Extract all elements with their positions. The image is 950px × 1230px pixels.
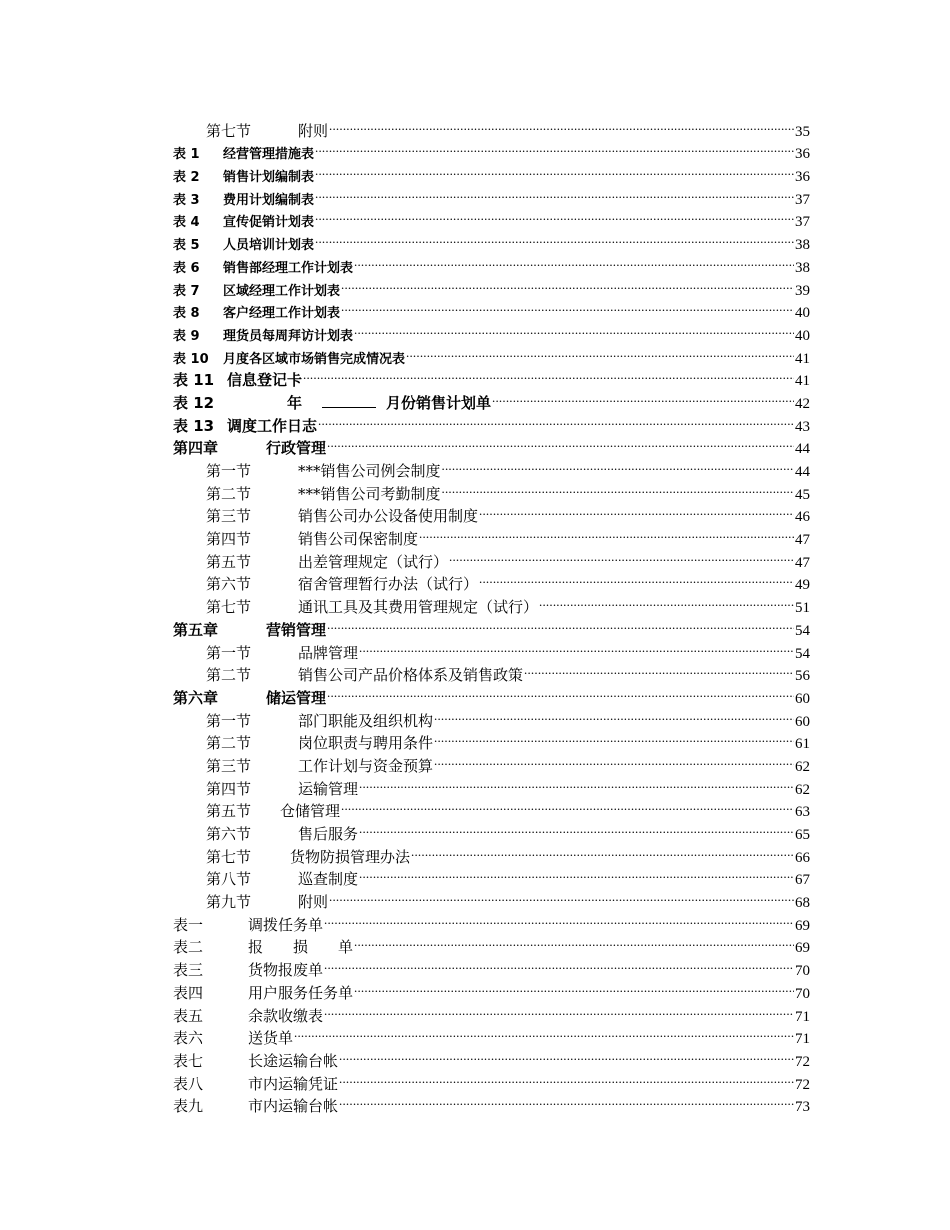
toc-entry-label: 第六节 <box>206 575 252 594</box>
toc-entry-title: 工作计划与资金预算 <box>298 756 434 775</box>
toc-entry-title: 出差管理规定（试行） <box>298 552 449 571</box>
toc-entry-page-number: 65 <box>795 827 810 843</box>
toc-entry-label: 第二节 <box>206 666 252 685</box>
dot-leader <box>524 658 794 681</box>
toc-entry-title: ***销售公司例会制度 <box>298 462 441 480</box>
toc-entry-label: 表 2 <box>173 170 200 186</box>
toc-entry-page-number: 51 <box>795 600 810 617</box>
toc-entry-label: 第六章 <box>173 688 219 707</box>
toc-entry-page-number: 61 <box>795 736 810 753</box>
toc-entry-label: 第二节 <box>206 734 252 753</box>
dot-leader <box>442 453 794 476</box>
toc-entry-label: 第四章 <box>173 439 219 458</box>
dot-leader <box>339 1043 794 1066</box>
toc-entry-page-number: 69 <box>795 940 810 957</box>
toc-entry-label: 第五节 <box>206 552 252 571</box>
toc-entry-title-suffix: 月份销售计划单 <box>386 393 492 412</box>
toc-entry-label: 表六 <box>173 1029 204 1048</box>
dot-leader <box>492 385 794 408</box>
toc-entry-page-number: 66 <box>795 849 810 866</box>
toc-entry-title: 行政管理 <box>266 439 327 458</box>
toc-entry-label: 表 6 <box>173 260 200 276</box>
toc-entry-title: 销售公司办公设备使用制度 <box>298 507 479 526</box>
toc-entry-page-number: 38 <box>795 259 810 276</box>
toc-entry-label: 表九 <box>173 1097 204 1116</box>
toc-entry-page-number: 45 <box>795 486 810 503</box>
toc-entry-page-number: 38 <box>795 237 810 254</box>
dot-leader <box>327 612 794 635</box>
toc-entry-label: 表三 <box>173 961 204 980</box>
toc-entry-page-number: 41 <box>795 373 810 390</box>
toc-entry-label: 表 13 <box>173 416 215 435</box>
toc-entry-label: 第二节 <box>206 484 252 503</box>
dot-leader <box>539 589 794 612</box>
toc-entry-title: 人员培训计划表 <box>223 238 315 254</box>
toc-entry-label: 表八 <box>173 1074 204 1093</box>
toc-entry-title: 部门职能及组织机构 <box>298 711 434 730</box>
toc-entry-title: 费用计划编制表 <box>223 192 315 208</box>
toc-entry-title: ***销售公司考勤制度 <box>298 484 441 503</box>
toc-entry-label: 第五章 <box>173 620 219 639</box>
toc-entry-title: 理货员每周拜访计划表 <box>223 328 354 344</box>
toc-entry-title: 储运管理 <box>266 688 327 707</box>
toc-entry-label: 表 5 <box>173 238 200 254</box>
toc-entry-page-number: 71 <box>795 1031 810 1048</box>
toc-entry-title: 售后服务 <box>298 825 359 843</box>
toc-entry[interactable] <box>173 113 810 140</box>
toc-entry-title: 余款收缴表 <box>248 1006 324 1025</box>
toc-entry-label: 表 10 <box>173 351 209 367</box>
toc-entry-title: 销售公司保密制度 <box>298 530 419 549</box>
toc-entry-label: 表 8 <box>173 306 200 322</box>
dot-leader <box>339 1089 794 1112</box>
toc-entry-page-number: 43 <box>795 418 810 435</box>
toc-entry-label: 表一 <box>173 915 204 934</box>
dot-leader <box>327 680 794 703</box>
dot-leader <box>434 726 794 749</box>
toc-entry-label: 第七节 <box>206 598 252 617</box>
toc-entry-title: 附则 <box>298 121 329 140</box>
toc-entry-title: 巡查制度 <box>298 870 359 889</box>
toc-entry-page-number: 44 <box>795 464 810 480</box>
toc-entry-page-number: 36 <box>795 146 810 163</box>
dot-leader <box>315 226 794 249</box>
toc-entry-label: 第一节 <box>206 711 252 730</box>
toc-entry-title: 信息登记卡 <box>227 371 303 390</box>
toc-entry-title: 销售部经理工作计划表 <box>223 260 354 276</box>
toc-entry-page-number: 68 <box>795 895 810 912</box>
toc-entry-label: 表 7 <box>173 283 200 299</box>
dot-leader <box>329 113 794 136</box>
toc-entry-title: 调度工作日志 <box>227 416 318 435</box>
toc-entry-page-number: 47 <box>795 554 810 571</box>
toc-entry-label: 第七节 <box>206 121 252 140</box>
toc-entry-label: 表 9 <box>173 328 200 344</box>
toc-entry-label: 表四 <box>173 983 204 1002</box>
toc-entry-page-number: 39 <box>795 282 810 299</box>
toc-entry-label: 第五节 <box>206 802 252 821</box>
toc-entry-page-number: 70 <box>795 985 810 1002</box>
toc-entry-page-number: 69 <box>795 917 810 934</box>
dot-leader <box>434 703 794 726</box>
toc-entry-title: 货物防损管理办法 <box>290 847 411 866</box>
toc-entry-page-number: 63 <box>795 804 810 821</box>
toc-entry-title: 销售计划编制表 <box>223 170 315 186</box>
dot-leader <box>406 340 794 363</box>
toc-entry-label: 表五 <box>173 1006 204 1025</box>
toc-entry-title: 用户服务任务单 <box>248 983 354 1002</box>
dot-leader <box>359 816 794 839</box>
dot-leader <box>324 952 794 975</box>
dot-leader <box>315 181 794 204</box>
toc-entry-label: 第八节 <box>206 870 252 889</box>
toc-entry-label: 第七节 <box>206 847 252 866</box>
dot-leader <box>411 839 794 862</box>
dot-leader <box>294 1021 794 1044</box>
dot-leader <box>315 136 794 159</box>
dot-leader <box>359 635 794 658</box>
dot-leader <box>354 249 794 272</box>
dot-leader <box>341 794 794 817</box>
dot-leader <box>315 158 794 181</box>
toc-entry-title: 经营管理措施表 <box>223 147 315 163</box>
toc-entry-page-number: 73 <box>795 1099 810 1116</box>
dot-leader <box>324 907 794 930</box>
dot-leader <box>354 975 794 998</box>
toc-entry-page-number: 60 <box>795 713 810 730</box>
dot-leader <box>303 363 794 386</box>
toc-entry-title: 货物报废单 <box>248 961 324 980</box>
toc-entry-page-number: 47 <box>795 532 810 549</box>
dot-leader <box>341 295 794 318</box>
toc-entry-page-number: 54 <box>795 645 810 662</box>
dot-leader <box>341 272 794 295</box>
toc-entry-label: 表二 <box>173 938 204 957</box>
toc-entry-page-number: 46 <box>795 509 810 526</box>
dot-leader <box>327 431 794 454</box>
dot-leader <box>339 1066 794 1089</box>
toc-entry-title: 年 <box>287 393 303 412</box>
toc-entry-label: 第一节 <box>206 643 252 662</box>
toc-entry-title: 仓储管理 <box>280 802 341 821</box>
toc-entry-label: 第六节 <box>206 825 252 843</box>
toc-entry-label: 表 3 <box>173 192 200 208</box>
toc-entry-label: 表 4 <box>173 215 200 231</box>
dot-leader <box>324 998 794 1021</box>
toc-entry-page-number: 62 <box>795 758 810 775</box>
dot-leader <box>449 544 794 567</box>
toc-entry-page-number: 70 <box>795 963 810 980</box>
toc-entry-page-number: 71 <box>795 1008 810 1025</box>
toc-entry-title: 长途运输台帐 <box>248 1051 339 1070</box>
dot-leader <box>329 884 794 907</box>
dot-leader <box>354 930 794 953</box>
toc-entry-title: 报 损 单 <box>248 938 354 957</box>
dot-leader <box>419 521 794 544</box>
toc-entry-label: 第三节 <box>206 756 252 775</box>
toc-entry-title: 运输管理 <box>298 779 359 798</box>
dot-leader <box>479 499 794 522</box>
toc-entry-label: 表 11 <box>173 371 215 390</box>
toc-entry-page-number: 35 <box>795 123 810 140</box>
toc-entry-page-number: 44 <box>795 441 810 458</box>
toc-entry-title: 宣传促销计划表 <box>223 215 315 231</box>
toc-entry-page-number: 54 <box>795 622 810 639</box>
toc-entry-page-number: 42 <box>795 395 810 412</box>
toc-entry-label: 表七 <box>173 1051 204 1070</box>
toc-entry-title: 附则 <box>298 893 329 912</box>
toc-entry-page-number: 40 <box>795 305 810 322</box>
toc-entry-title: 调拨任务单 <box>248 915 324 934</box>
toc-entry-title: 岗位职责与聘用条件 <box>298 734 434 753</box>
dot-leader <box>359 771 794 794</box>
toc-entry-page-number: 37 <box>795 214 810 231</box>
toc-entry-title: 市内运输台帐 <box>248 1097 339 1116</box>
toc-entry-page-number: 56 <box>795 668 810 685</box>
toc-entry-page-number: 49 <box>795 577 810 594</box>
toc-entry-page-number: 60 <box>795 690 810 707</box>
toc-entry-label: 第一节 <box>206 462 252 480</box>
toc-entry-title: 市内运输凭证 <box>248 1074 339 1093</box>
toc-entry-label: 第四节 <box>206 530 252 549</box>
dot-leader <box>442 476 794 499</box>
toc-entry-title: 区域经理工作计划表 <box>223 283 341 299</box>
dot-leader <box>315 204 794 227</box>
toc-entry-title: 通讯工具及其费用管理规定（试行） <box>298 598 539 617</box>
toc-entry-page-number: 72 <box>795 1076 810 1093</box>
dot-leader <box>354 317 794 340</box>
toc-entry-label: 第四节 <box>206 779 252 798</box>
dot-leader <box>318 408 794 431</box>
toc-entry-page-number: 67 <box>795 872 810 889</box>
toc-entry-title: 客户经理工作计划表 <box>223 306 341 322</box>
fill-in-blank <box>322 393 376 408</box>
toc-entry-title: 送货单 <box>248 1029 294 1048</box>
toc-entry-label: 表 1 <box>173 147 200 163</box>
toc-entry-page-number: 41 <box>795 350 810 367</box>
toc-entry-title: 营销管理 <box>266 620 327 639</box>
toc-entry-page-number: 36 <box>795 169 810 186</box>
toc-entry-title: 月度各区域市场销售完成情况表 <box>223 351 406 367</box>
dot-leader <box>479 567 794 590</box>
toc-entry-title: 宿舍管理暂行办法（试行） <box>298 575 479 594</box>
toc-entry-label: 表 12 <box>173 393 215 412</box>
dot-leader <box>359 862 794 885</box>
toc-entry-title: 销售公司产品价格体系及销售政策 <box>298 666 524 685</box>
toc-entry-title: 品牌管理 <box>298 643 359 662</box>
toc-entry-page-number: 62 <box>795 781 810 798</box>
dot-leader <box>434 748 794 771</box>
table-of-contents <box>173 113 810 1116</box>
toc-entry-page-number: 40 <box>795 327 810 344</box>
toc-entry-page-number: 72 <box>795 1053 810 1070</box>
toc-entry-label: 第九节 <box>206 893 252 912</box>
toc-entry-page-number: 37 <box>795 191 810 208</box>
toc-entry-label: 第三节 <box>206 507 252 526</box>
